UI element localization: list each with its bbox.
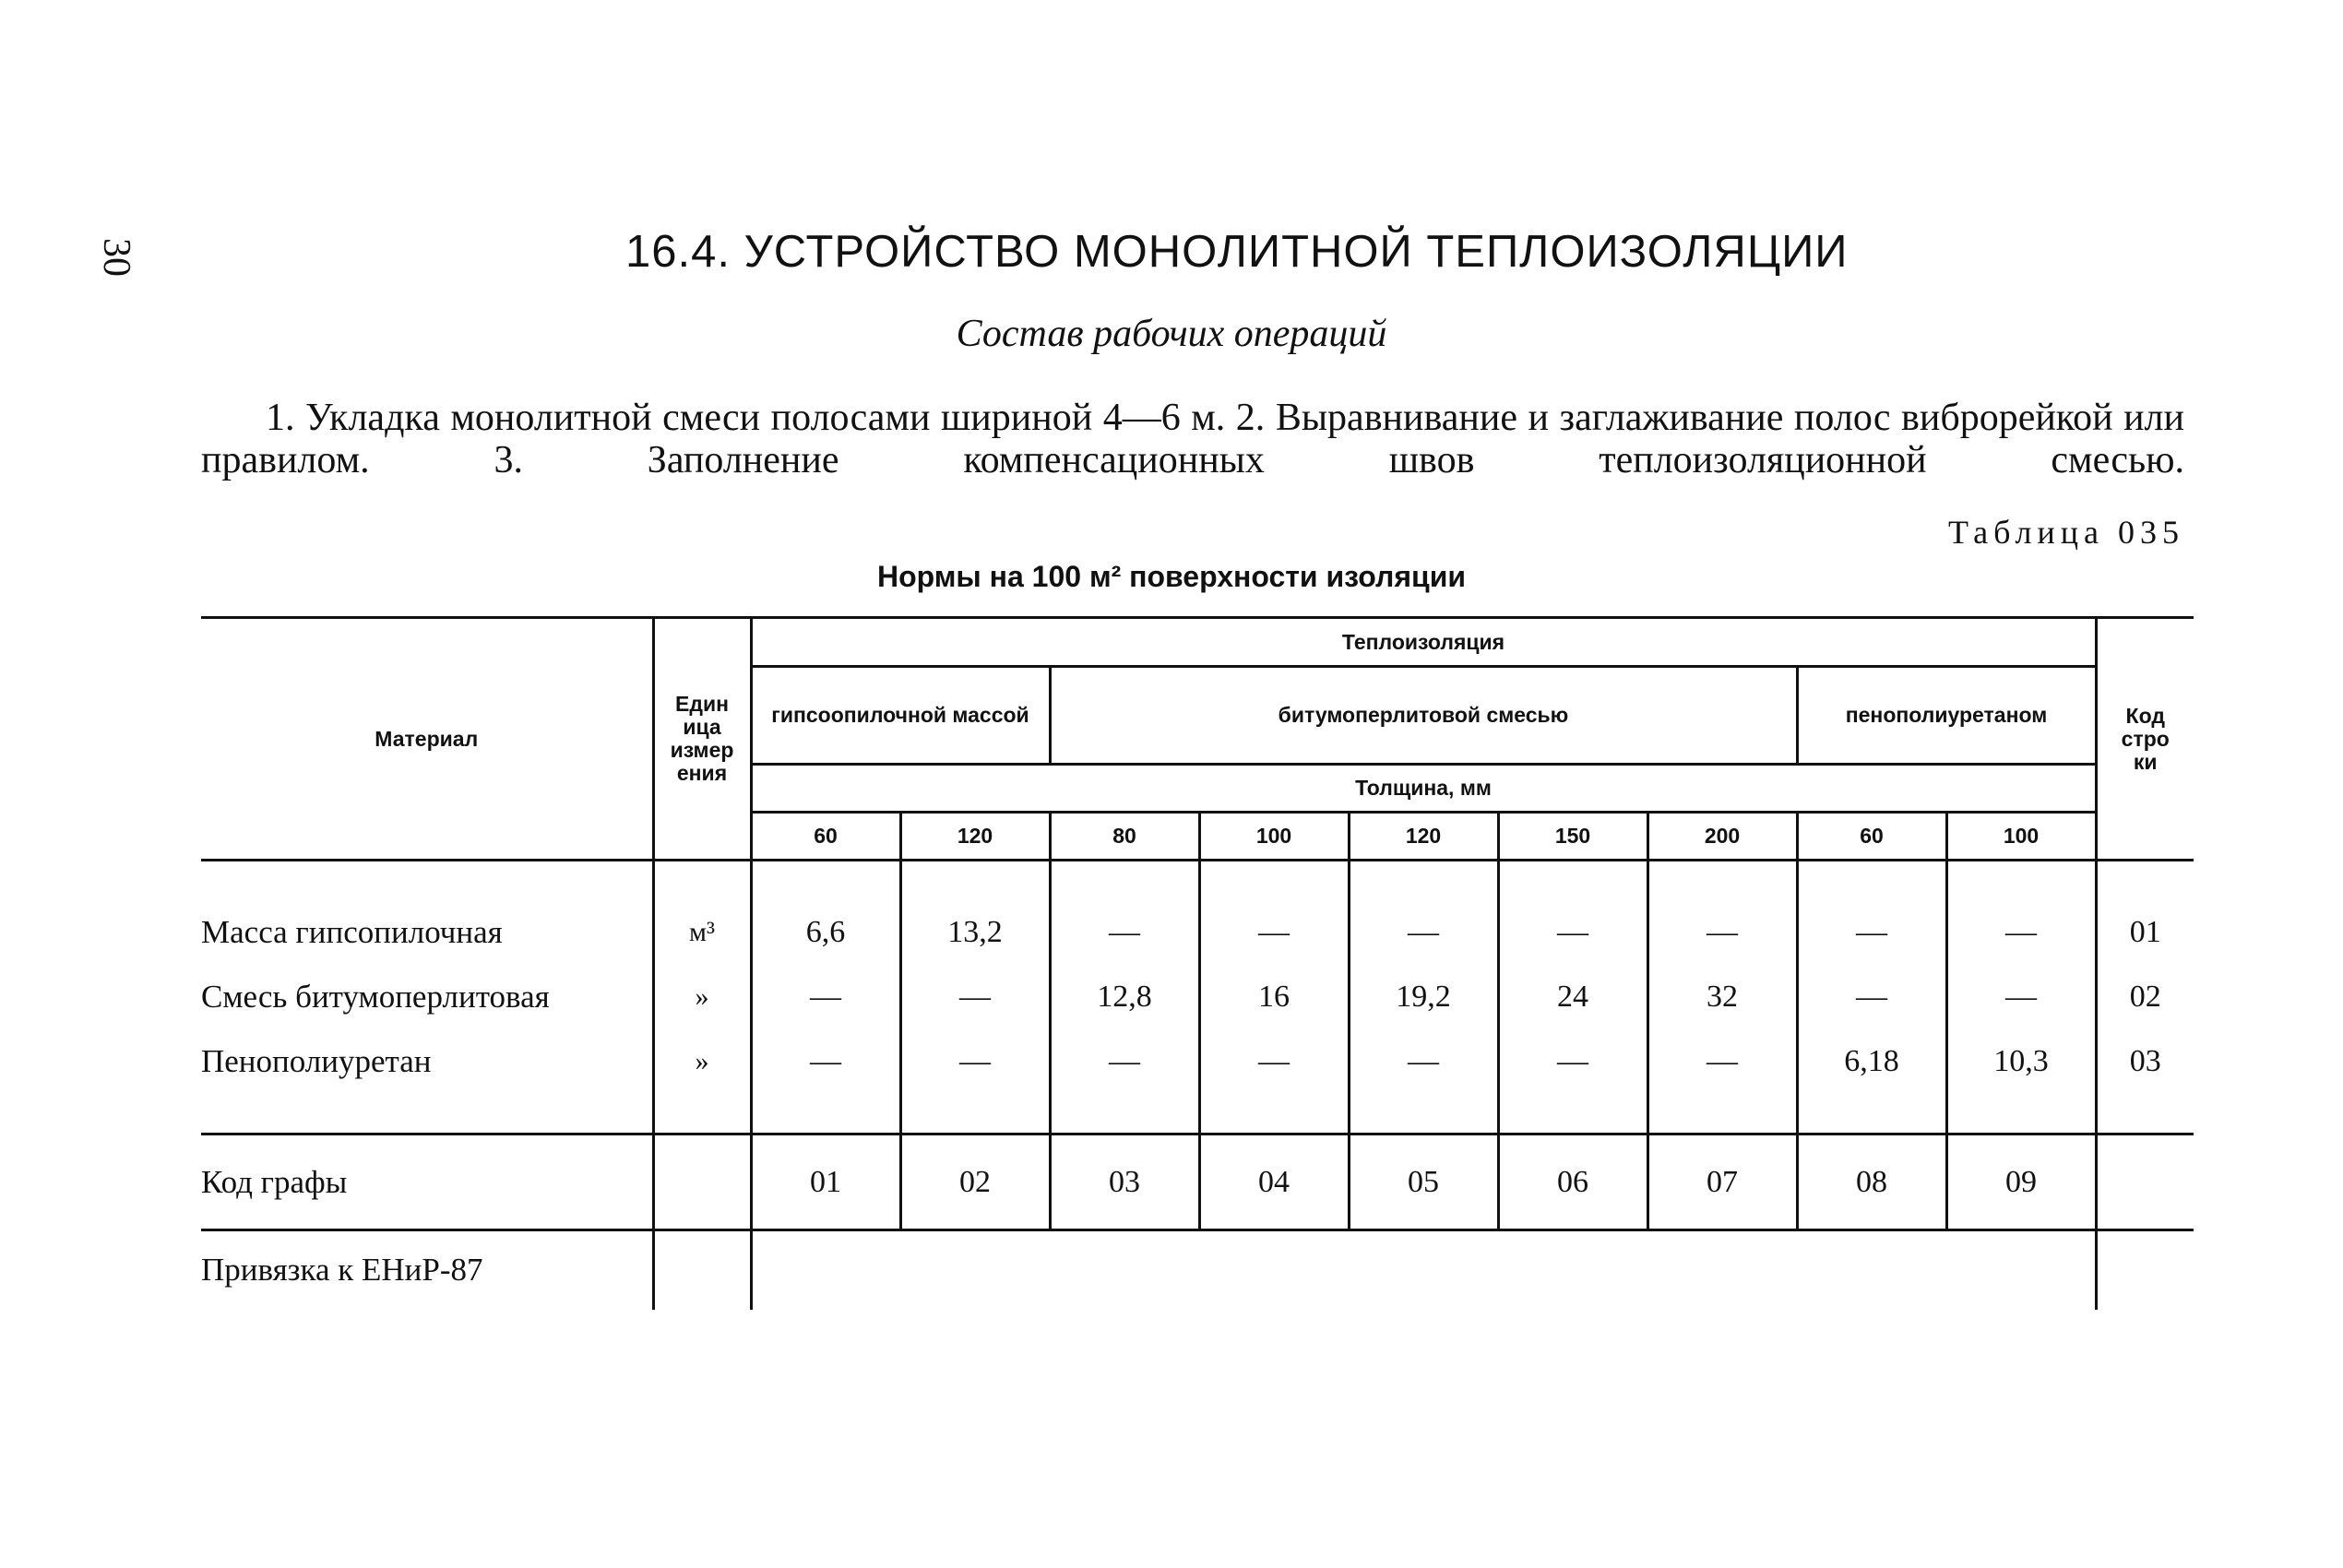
header-row-code-text: Код строки [2121,703,2170,774]
value-cell: 12,8 [1050,965,1199,1029]
value-cell: — [1050,900,1199,965]
subtitle: Состав рабочих операций [956,313,1387,355]
table-row [201,900,2194,965]
thickness-cell: 80 [1050,813,1199,861]
value-cell: — [751,965,900,1029]
operations-paragraph [201,397,2184,481]
header-bitumen-group: битумоперлитовой смесью [1050,667,1797,765]
thickness-cell: 60 [751,813,900,861]
header-pu-group: пенополиуретаном [1797,667,2096,765]
header-row-code [2096,618,2194,861]
value-cell: 13,2 [900,900,1050,965]
value-cell: — [1349,1029,1498,1094]
unit-cell: » [653,965,751,1029]
norms-table [201,616,2194,1310]
material-name: Масса гипсопилочная [201,914,503,950]
value-cell: 6,18 [1797,1029,1946,1094]
column-code-cell: 05 [1349,1134,1498,1230]
value-cell: — [1199,900,1349,965]
row-code: 02 [2096,965,2194,1029]
binding-row [201,1230,2194,1310]
value-cell: 10,3 [1946,1029,2096,1094]
column-code-row [201,1134,2194,1230]
header-gypsum-group: гипсоопилочной массой [751,667,1050,765]
thickness-cell: 120 [900,813,1050,861]
row-code: 01 [2096,900,2194,965]
value-cell: — [1946,900,2096,965]
operations-text: 1. Укладка монолитной смеси полосами шириной 4—6 м. 2. Выравнивание и заглаживание полос виброрейкой или правилом. 3. Заполнение компенсационных швов теплоизоляционной смесью. [201,397,2184,481]
unit-cell: м³ [653,900,751,965]
column-code-cell: 09 [1946,1134,2096,1230]
column-code-cell: 03 [1050,1134,1199,1230]
thickness-cell: 100 [1946,813,2096,861]
material-name: Смесь битумоперлитовая [201,979,550,1015]
value-cell: — [1498,900,1647,965]
column-code-label: Код графы [201,1134,653,1230]
unit-cell: » [653,1029,751,1094]
row-code: 03 [2096,1029,2194,1094]
header-insulation: Теплоизоляция [751,618,2096,667]
thickness-cell: 60 [1797,813,1946,861]
value-cell: — [751,1029,900,1094]
column-code-cell: 02 [900,1134,1050,1230]
section-title: 16.4. УСТРОЙСТВО МОНОЛИТНОЙ ТЕПЛОИЗОЛЯЦИИ [625,227,1849,277]
thickness-cell: 100 [1199,813,1349,861]
value-cell: 16 [1199,965,1349,1029]
thickness-cell: 150 [1498,813,1647,861]
value-cell: — [1946,965,2096,1029]
table-row [201,1029,2194,1094]
binding-label: Привязка к ЕНиР-87 [201,1252,483,1289]
value-cell: — [1647,1029,1797,1094]
page-number: 30 [95,238,137,277]
value-cell: — [1797,900,1946,965]
thickness-cell: 120 [1349,813,1498,861]
value-cell: — [900,1029,1050,1094]
column-code-cell: 04 [1199,1134,1349,1230]
header-unit [653,618,751,861]
value-cell: 19,2 [1349,965,1498,1029]
table-row [201,965,2194,1029]
header-unit-text: Единица измерения [670,692,734,785]
material-name: Пенополиуретан [201,1043,432,1079]
value-cell: — [1199,1029,1349,1094]
header-material: Материал [201,618,653,861]
value-cell: 24 [1498,965,1647,1029]
column-code-cell: 06 [1498,1134,1647,1230]
value-cell: 6,6 [751,900,900,965]
header-thickness: Толщина, мм [751,765,2096,813]
column-code-cell: 07 [1647,1134,1797,1230]
column-code-cell: 08 [1797,1134,1946,1230]
value-cell: — [900,965,1050,1029]
column-code-cell: 01 [751,1134,900,1230]
value-cell: — [1050,1029,1199,1094]
value-cell: — [1647,900,1797,965]
value-cell: — [1498,1029,1647,1094]
table-caption: Нормы на 100 м² поверхности изоляции [876,560,1467,593]
table-label: Таблица 035 [1948,514,2184,551]
value-cell: — [1349,900,1498,965]
value-cell: 32 [1647,965,1797,1029]
thickness-cell: 200 [1647,813,1797,861]
value-cell: — [1797,965,1946,1029]
